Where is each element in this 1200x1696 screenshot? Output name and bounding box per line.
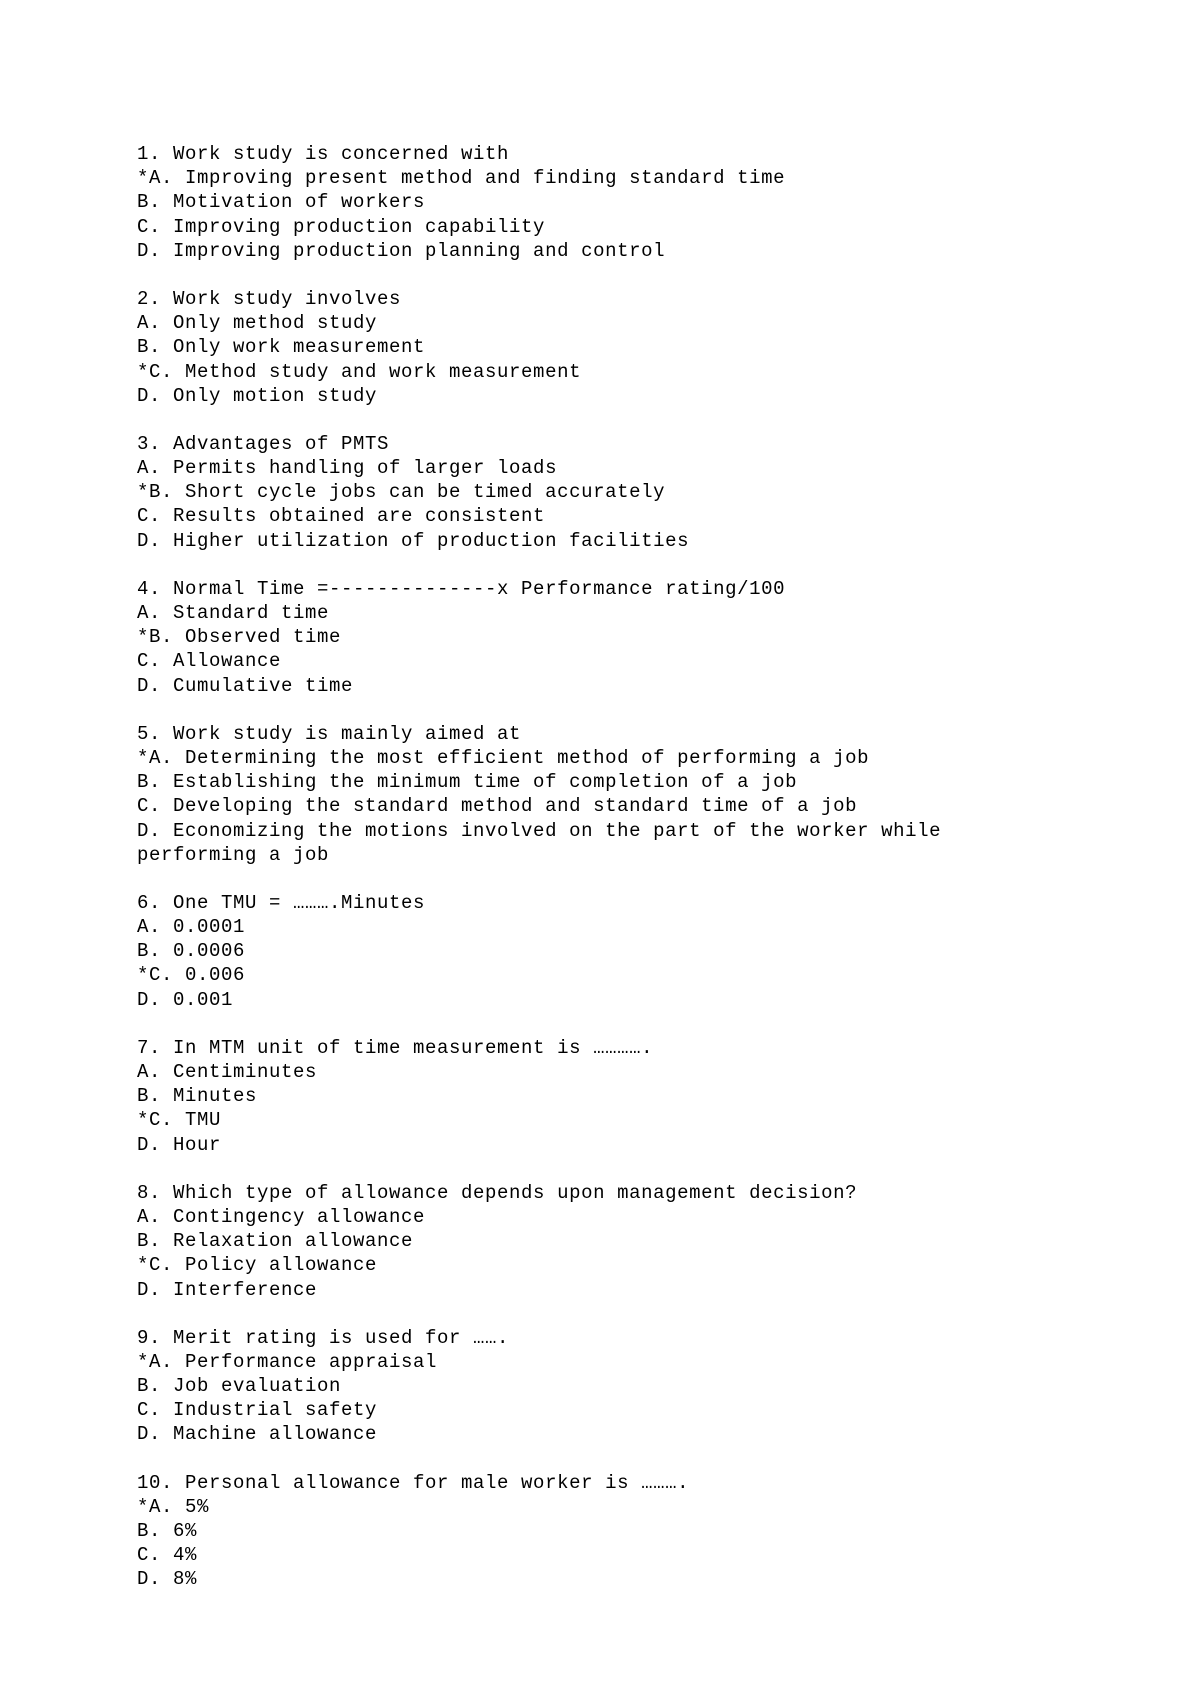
- answer-option: D. Only motion study: [137, 384, 378, 407]
- question-list: [137, 142, 1137, 1616]
- answer-option: D. Higher utilization of production facilities: [137, 529, 690, 552]
- answer-option: *B. Short cycle jobs can be timed accurately: [137, 481, 666, 504]
- answer-option: B. 6%: [137, 1520, 198, 1543]
- question-7: [137, 1036, 1137, 1157]
- answer-option: A. 0.0001: [137, 916, 246, 939]
- question-stem: 2. Work study involves: [137, 287, 402, 310]
- answer-option: *A. 5%: [137, 1495, 210, 1518]
- question-5: [137, 722, 1137, 867]
- answer-option: A. Only method study: [137, 312, 378, 335]
- question-8: [137, 1181, 1137, 1302]
- answer-option: C. 4%: [137, 1544, 198, 1567]
- answer-option: D. Machine allowance: [137, 1423, 378, 1446]
- answer-option: *A. Improving present method and finding standard time: [137, 167, 786, 190]
- question-9: [137, 1326, 1137, 1447]
- question-2: [137, 287, 1137, 408]
- answer-option: A. Contingency allowance: [137, 1205, 426, 1228]
- question-6: [137, 891, 1137, 1012]
- question-stem: 10. Personal allowance for male worker is ……….: [137, 1471, 690, 1494]
- answer-option: B. Motivation of workers: [137, 191, 426, 214]
- answer-option: B. Establishing the minimum time of completion of a job: [137, 771, 798, 794]
- question-10: [137, 1471, 1137, 1592]
- question-stem: 9. Merit rating is used for …….: [137, 1326, 510, 1349]
- answer-option: B. Relaxation allowance: [137, 1230, 414, 1253]
- answer-option: *C. 0.006: [137, 964, 246, 987]
- question-stem: 3. Advantages of PMTS: [137, 432, 390, 455]
- question-stem: 4. Normal Time =--------------x Performance rating/100: [137, 577, 786, 600]
- answer-option: A. Centiminutes: [137, 1061, 318, 1084]
- question-stem: 8. Which type of allowance depends upon management decision?: [137, 1181, 858, 1204]
- answer-option: D. Hour: [137, 1133, 222, 1156]
- answer-option: D. 8%: [137, 1568, 198, 1591]
- question-stem: 6. One TMU = ……….Minutes: [137, 891, 426, 914]
- answer-option: D. Cumulative time: [137, 674, 354, 697]
- answer-option: *A. Determining the most efficient method of performing a job: [137, 746, 870, 769]
- question-stem: 1. Work study is concerned with: [137, 143, 510, 165]
- question-3: [137, 432, 1137, 553]
- answer-option: D. Improving production planning and control: [137, 239, 666, 262]
- answer-option: B. Only work measurement: [137, 336, 426, 359]
- answer-option: *C. Policy allowance: [137, 1254, 378, 1277]
- answer-option: B. Minutes: [137, 1085, 258, 1108]
- answer-option: C. Results obtained are consistent: [137, 505, 546, 528]
- answer-option: B. 0.0006: [137, 940, 246, 963]
- answer-option: C. Allowance: [137, 650, 282, 673]
- answer-option: *C. TMU: [137, 1109, 222, 1132]
- answer-option: D. Economizing the motions involved on the part of the worker while performing a job: [137, 819, 954, 866]
- answer-option: C. Improving production capability: [137, 215, 546, 238]
- answer-option: D. Interference: [137, 1278, 318, 1301]
- answer-option: *B. Observed time: [137, 626, 342, 649]
- question-1: [137, 142, 1137, 263]
- answer-option: C. Industrial safety: [137, 1399, 378, 1422]
- answer-option: B. Job evaluation: [137, 1375, 342, 1398]
- answer-option: *C. Method study and work measurement: [137, 360, 582, 383]
- question-stem: 7. In MTM unit of time measurement is ………….: [137, 1036, 654, 1059]
- answer-option: C. Developing the standard method and standard time of a job: [137, 795, 858, 818]
- answer-option: A. Standard time: [137, 602, 330, 624]
- answer-option: D. 0.001: [137, 988, 234, 1011]
- question-4: [137, 577, 1137, 698]
- question-stem: 5. Work study is mainly aimed at: [137, 722, 522, 745]
- answer-option: A. Permits handling of larger loads: [137, 457, 558, 480]
- answer-option: *A. Performance appraisal: [137, 1350, 438, 1373]
